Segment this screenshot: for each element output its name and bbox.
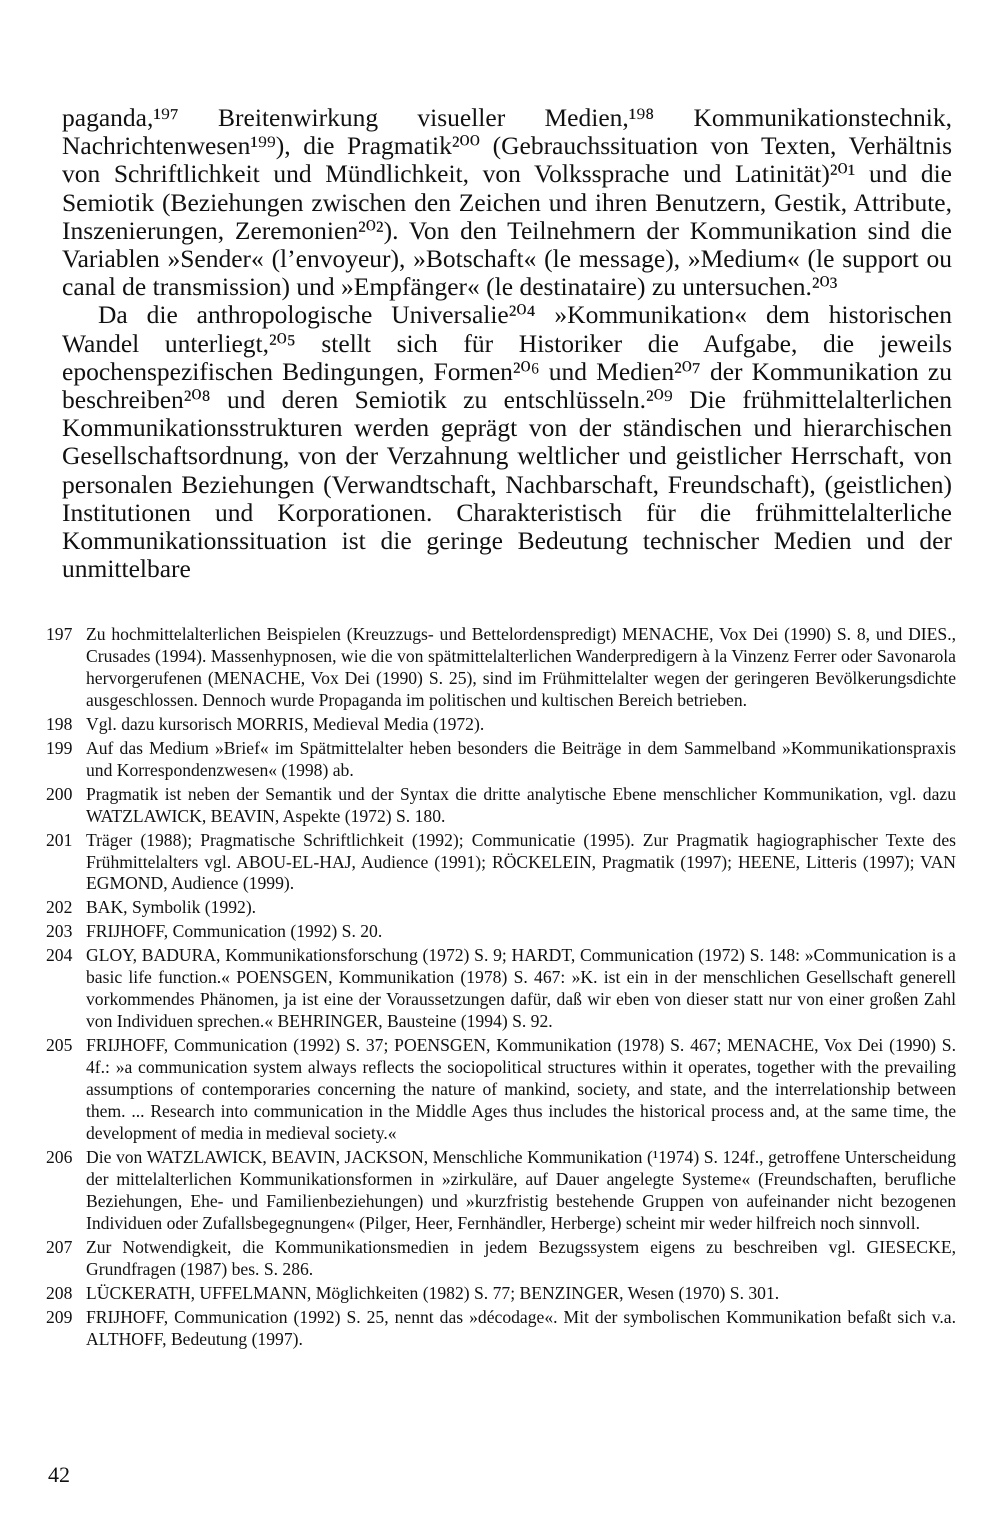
footnote-number: 209	[46, 1306, 73, 1327]
footnotes	[46, 624, 956, 1353]
footnote-number: 200	[46, 783, 73, 804]
footnote	[46, 624, 956, 712]
footnote	[46, 1283, 956, 1305]
footnote	[46, 738, 956, 782]
footnote	[46, 1035, 956, 1145]
footnote-number: 204	[46, 945, 73, 966]
footnote	[46, 1147, 956, 1235]
footnote	[46, 945, 956, 1033]
footnote-number: 201	[46, 829, 73, 850]
footnote-number: 202	[46, 897, 73, 918]
page-number: 42	[48, 1462, 70, 1487]
footnote-number: 206	[46, 1146, 73, 1167]
footnote	[46, 1237, 956, 1281]
footnote-text: Träger (1988); Pragmatische Schriftlichkeit (1992); Communicatie (1995). Zur Pragmatik hagiographischer Texte des Frühmittelalters vgl. ABOU-EL-HAJ, Audience (1991); RÖCKELEIN, Pragmatik (1997); HEENE, Litteris (1997); VAN EGMOND, Audience (1999).	[86, 829, 956, 894]
footnote-text: FRIJHOFF, Communication (1992) S. 25, nennt das »décodage«. Mit der symbolischen Kommunikation befaßt sich v.a. ALTHOFF, Bedeutung (1997).	[86, 1306, 956, 1349]
footnote-number: 199	[46, 737, 73, 758]
footnote-text: Zur Notwendigkeit, die Kommunikationsmedien in jedem Bezugssystem eigens zu beschreiben vgl. GIESECKE, Grundfragen (1987) bes. S. 286.	[86, 1236, 956, 1279]
footnote-text: Auf das Medium »Brief« im Spätmittelalter heben besonders die Beiträge in dem Sammelband »Kommunikationspraxis und Korrespondenzwesen« (1998) ab.	[86, 737, 956, 780]
paragraph: Da die anthropologische Universalie²⁰⁴ »Kommunikation« dem historischen Wandel unterliegt,²⁰⁵ stellt sich für Historiker die Aufgabe, die jeweils epochenspezifischen Bedingungen, Formen²⁰⁶ und Medien²⁰⁷ der Kommunikation zu beschreiben²⁰⁸ und deren Semiotik zu entschlüsseln.²⁰⁹ Die frühmittelalterlichen Kommunikationsstrukturen werden geprägt von der ständischen und hierarchischen Gesellschaftsordnung, von der Verzahnung weltlicher und geistlicher Herrschaft, von personalen Beziehungen (Verwandtschaft, Nachbarschaft, Freundschaft), (geistlichen) Institutionen und Korporationen. Charakteristisch für die frühmittelalterliche Kommunikationssituation ist die geringe Bedeutung technischer Medien und der unmittelbare	[62, 300, 952, 584]
footnote-number: 208	[46, 1282, 73, 1303]
footnote-text: LÜCKERATH, UFFELMANN, Möglichkeiten (1982) S. 77; BENZINGER, Wesen (1970) S. 301.	[86, 1282, 780, 1303]
footnote-text: FRIJHOFF, Communication (1992) S. 20.	[86, 921, 383, 942]
footnote-text: Vgl. dazu kursorisch MORRIS, Medieval Media (1972).	[86, 713, 485, 734]
footnote-number: 205	[46, 1035, 73, 1056]
footnote	[46, 1307, 956, 1351]
footnote-text: FRIJHOFF, Communication (1992) S. 37; POENSGEN, Kommunikation (1978) S. 467; MENACHE, Vox Dei (1990) S. 4f.: »a communication system always reflects the sociopolitical structures within it operates, together with the prevailing assumptions of contemporaries concerning the nature of mankind, society, and state, and the interrelationship between them. ... Research into communication in the Middle Ages thus includes the historical process and, at the same time, the development of media in medieval society.«	[86, 1035, 956, 1143]
footnote-number: 197	[46, 624, 73, 644]
footnote-text: GLOY, BADURA, Kommunikationsforschung (1972) S. 9; HARDT, Communication (1972) S. 148: »Communication is a basic life function.« POENSGEN, Kommunikation (1978) S. 467: »K. ist ein in der menschlichen Gesellschaft generell vorkommendes Phänomen, ja ist eine der Voraussetzungen dafür, daß wir eben von dieser statt nur von einer großen Zahl von Individuen sprechen.« BEHRINGER, Bausteine (1994) S. 92.	[86, 945, 956, 1032]
footnote-text: Zu hochmittelalterlichen Beispielen (Kreuzzugs- und Bettelordenspredigt) MENACHE, Vox Dei (1990) S. 8, und DIES., Crusades (1994). Massenhypnosen, wie die von spätmittelalterlichen Wanderpredigern à la Vinzenz Ferrer oder Savonarola hervorgerufenen (MENACHE, Vox Dei (1990) S. 25), sind im Frühmittelalter wegen der geringeren Bevölkerungsdichte ausgeschlossen. Dennoch wurde Propaganda im politischen und kultischen Bereich betrieben.	[86, 624, 956, 710]
footnote-text: BAK, Symbolik (1992).	[86, 897, 257, 918]
paragraph: paganda,¹⁹⁷ Breitenwirkung visueller Medien,¹⁹⁸ Kommunikationstechnik, Nachrichtenwesen¹⁹⁹), die Pragmatik²⁰⁰ (Gebrauchssituation von Texten, Verhältnis von Schriftlichkeit und Mündlichkeit, von Volkssprache und Latinität)²⁰¹ und die Semiotik (Beziehungen zwischen den Zeichen und ihren Benutzern, Gestik, Attribute, Inszenierungen, Zeremonien²⁰²). Von den Teilnehmern der Kommunikation sind die Variablen »Sender« (l’envoyeur), »Botschaft« (le message), »Medium« (le support ou canal de transmission) und »Empfänger« (le destinataire) zu untersuchen.²⁰³	[62, 103, 952, 302]
footnote	[46, 830, 956, 896]
main-text	[62, 104, 952, 583]
footnote	[46, 921, 956, 943]
footnote	[46, 784, 956, 828]
footnote-text: Die von WATZLAWICK, BEAVIN, JACKSON, Menschliche Kommunikation (¹1974) S. 124f., getroffene Unterscheidung der mittelalterlichen Kommunikationsformen in »zirkuläre, auf Dauer angelegte Systeme« (Freundschaften, berufliche Beziehungen, Ehe- und Familienbeziehungen) und »kurzfristig bestehende Gruppen von aufeinander nicht bezogenen Individuen oder Zufallsbegegnungen« (Pilger, Heer, Fernhändler, Herberge) scheint mir weder hilfreich noch sinnvoll.	[86, 1146, 956, 1233]
footnote-number: 198	[46, 713, 73, 734]
footnote	[46, 714, 956, 736]
footnote	[46, 897, 956, 919]
footnote-number: 203	[46, 921, 73, 942]
footnote-text: Pragmatik ist neben der Semantik und der Syntax die dritte analytische Ebene menschlicher Kommunikation, vgl. dazu WATZLAWICK, BEAVIN, Aspekte (1972) S. 180.	[86, 783, 956, 826]
footnote-number: 207	[46, 1236, 73, 1257]
